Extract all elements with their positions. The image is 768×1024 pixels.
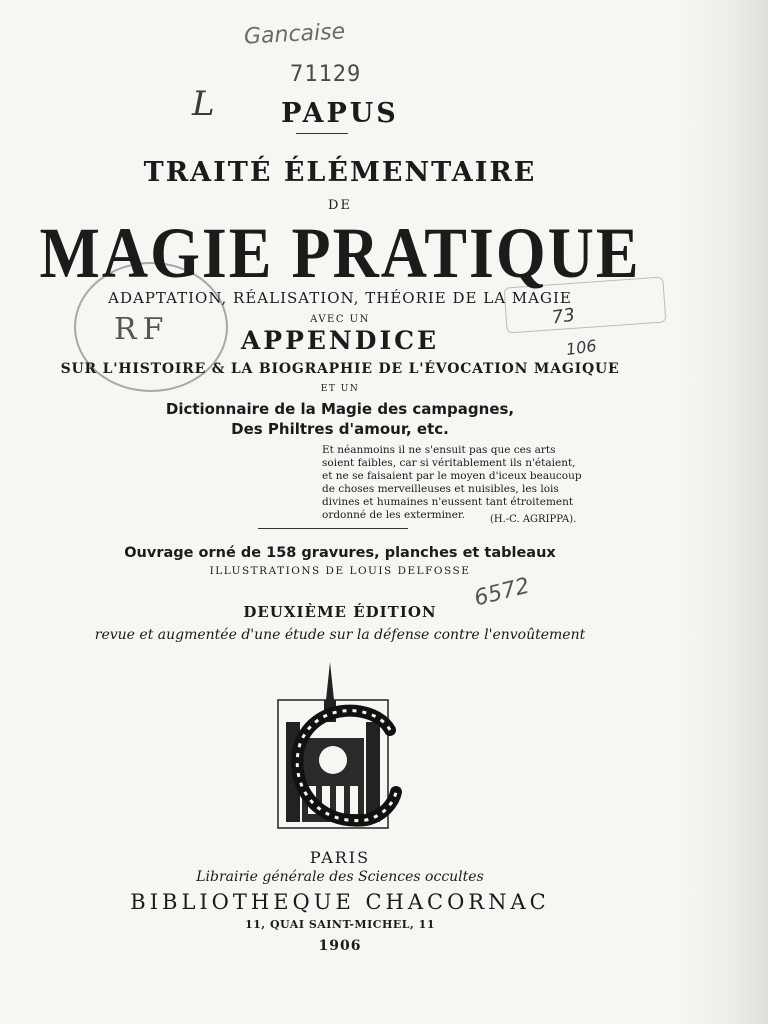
- subtitle: TRAITÉ ÉLÉMENTAIRE: [143, 157, 537, 188]
- page-edge-shadow: [680, 0, 768, 1024]
- author-name: PAPUS: [281, 98, 399, 129]
- revue-line: revue et augmentée d'une étude sur la défense contre l'envoûtement: [94, 627, 586, 643]
- quote-line: de choses merveilleuses et nuisibles, les lois: [322, 483, 559, 495]
- quote-line: soient faibles, car si véritablement ils n'étaient,: [322, 457, 576, 469]
- quote-citation: (H.-C. AGRIPPA).: [490, 514, 577, 525]
- avec-un-label: AVEC UN: [310, 314, 370, 325]
- handwritten-number-6572: 6572: [471, 573, 533, 612]
- dictionnaire-line-2: Des Philtres d'amour, etc.: [231, 420, 449, 438]
- edition-label: DEUXIÈME ÉDITION: [243, 603, 437, 621]
- main-title: MAGIE PRATIQUE: [39, 213, 641, 293]
- separator-rule: [258, 528, 408, 529]
- publisher-city: PARIS: [309, 848, 371, 867]
- adaptation-line: ADAPTATION, RÉALISATION, THÉORIE DE LA MAGIE: [108, 289, 572, 307]
- ouvrage-line: Ouvrage orné de 158 gravures, planches et tableaux: [124, 545, 556, 561]
- handwritten-number-106: 106: [564, 335, 598, 360]
- publisher-address: 11, QUAI SAINT-MICHEL, 11: [245, 918, 435, 931]
- library-stamp-text: RF: [114, 312, 170, 347]
- handwritten-number-73: 73: [550, 304, 577, 329]
- histoire-line: SUR L'HISTOIRE & LA BIOGRAPHIE DE L'ÉVOCATION MAGIQUE: [60, 361, 620, 377]
- publication-year: 1906: [318, 938, 362, 954]
- et-un-label: ET UN: [320, 384, 360, 394]
- quote-line: ordonné de les exterminer.: [322, 509, 466, 521]
- subtitle-de: DE: [328, 198, 352, 213]
- handwritten-initial: L: [192, 84, 215, 124]
- publisher-vignette-icon: [258, 660, 408, 832]
- publisher-name: BIBLIOTHEQUE CHACORNAC: [130, 890, 550, 914]
- illustrations-line: ILLUSTRATIONS DE LOUIS DELFOSSE: [209, 565, 471, 577]
- appendice-heading: APPENDICE: [240, 326, 440, 355]
- author-rule: [296, 133, 348, 134]
- librairie-line: Librairie générale des Sciences occultes: [196, 869, 484, 885]
- shelf-number-stamp: 71129: [290, 62, 362, 87]
- handwritten-signature: Gancaise: [243, 19, 346, 50]
- quote-line: divines et humaines n'eussent tant étroitement: [322, 496, 574, 508]
- quote-line: Et néanmoins il ne s'ensuit pas que ces arts: [322, 444, 556, 456]
- epigraph-quote: [322, 444, 600, 522]
- dictionnaire-line-1: Dictionnaire de la Magie des campagnes,: [165, 400, 515, 418]
- quote-line: et ne se faisaient par le moyen d'iceux beaucoup: [322, 470, 582, 482]
